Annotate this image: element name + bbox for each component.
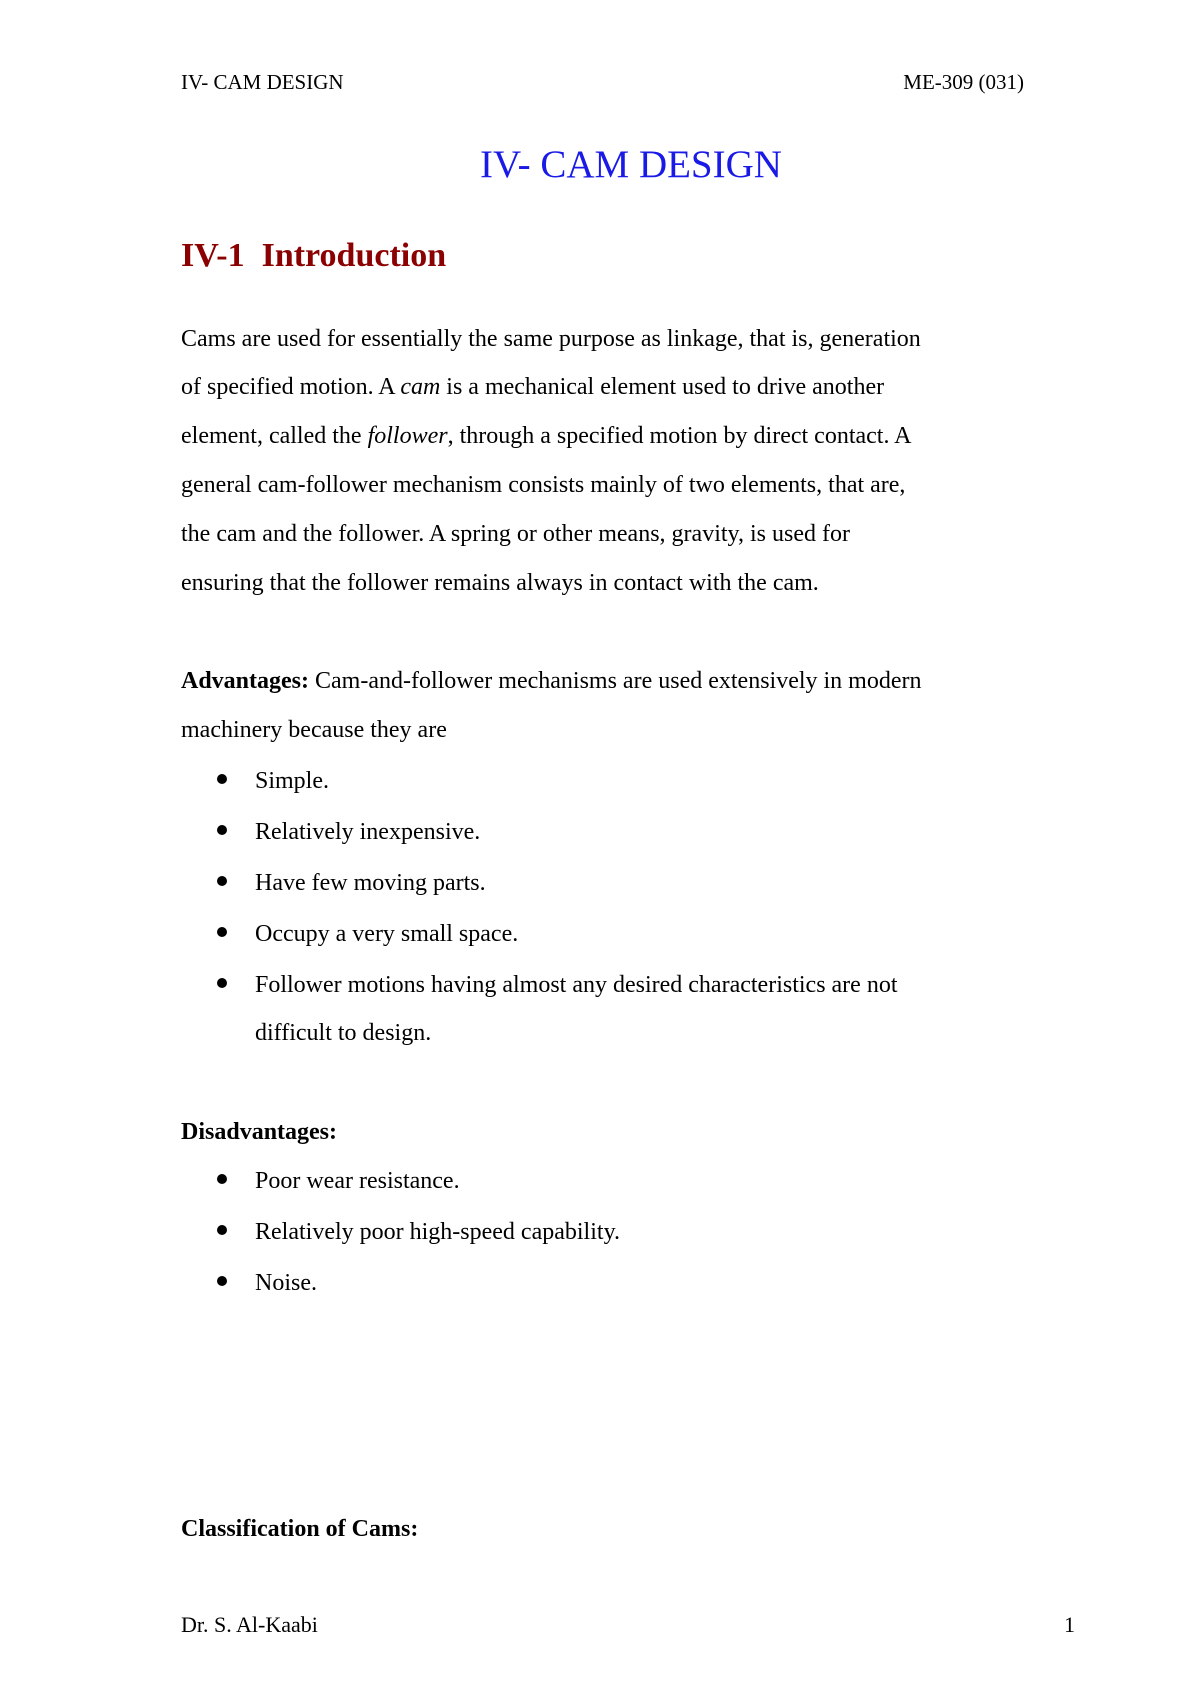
classification-label: Classification of Cams: bbox=[181, 1516, 419, 1542]
advantages-text-cont: machinery because they are bbox=[181, 717, 447, 743]
intro-line-4: general cam-follower mechanism consists mainly of two elements, that are, bbox=[181, 472, 906, 498]
page-number: 1 bbox=[1064, 1612, 1075, 1637]
intro-line-1: Cams are used for essentially the same purpose as linkage, that is, generation bbox=[181, 326, 921, 352]
list-item bbox=[217, 1217, 621, 1247]
list-item bbox=[217, 1268, 317, 1298]
list-item bbox=[217, 766, 330, 796]
section-title: Introduction bbox=[261, 237, 447, 274]
running-header-course-code: ME-309 (031) bbox=[903, 70, 1024, 94]
list-item-text: Have few moving parts. bbox=[255, 870, 486, 896]
intro-line-3-end: , through a specified motion by direct contact. A bbox=[447, 423, 912, 449]
running-header-left: IV- CAM DESIGN bbox=[181, 70, 344, 94]
list-item-text: Relatively inexpensive. bbox=[255, 819, 481, 845]
section-number: IV-1 bbox=[181, 237, 245, 274]
advantages-text: Cam-and-follower mechanisms are used extensively in modern bbox=[309, 668, 922, 694]
section-heading bbox=[181, 237, 446, 275]
list-item bbox=[217, 919, 519, 949]
footer-author: Dr. S. Al-Kaabi bbox=[181, 1612, 318, 1637]
bullet-icon bbox=[217, 876, 227, 886]
list-item bbox=[217, 868, 486, 898]
list-item-text: Occupy a very small space. bbox=[255, 921, 519, 947]
advantages-intro bbox=[181, 666, 922, 696]
intro-line-2-end: is a mechanical element used to drive another bbox=[440, 374, 885, 400]
list-item-text: Noise. bbox=[255, 1270, 317, 1296]
disadvantages-label: Disadvantages: bbox=[181, 1119, 338, 1145]
intro-line-2 bbox=[181, 372, 884, 402]
term-follower: follower bbox=[367, 423, 448, 449]
intro-line-3-start: element, called the bbox=[181, 423, 368, 449]
bullet-icon bbox=[217, 1276, 227, 1286]
intro-line-3 bbox=[181, 421, 911, 451]
list-item bbox=[217, 817, 481, 847]
list-item-text: Relatively poor high-speed capability. bbox=[255, 1219, 621, 1245]
list-item-text: Follower motions having almost any desired characteristics are not bbox=[255, 972, 898, 998]
bullet-icon bbox=[217, 1174, 227, 1184]
bullet-icon bbox=[217, 1225, 227, 1235]
bullet-icon bbox=[217, 774, 227, 784]
bullet-icon bbox=[217, 825, 227, 835]
intro-line-2-start: of specified motion. A bbox=[181, 374, 401, 400]
bullet-icon bbox=[217, 927, 227, 937]
list-item-continuation: difficult to design. bbox=[255, 1020, 432, 1046]
intro-line-6: ensuring that the follower remains always in contact with the cam. bbox=[181, 570, 819, 596]
advantages-label: Advantages: bbox=[181, 668, 310, 694]
term-cam: cam bbox=[400, 374, 441, 400]
document-title: IV- CAM DESIGN bbox=[480, 143, 782, 186]
list-item-text: Poor wear resistance. bbox=[255, 1168, 460, 1194]
list-item bbox=[217, 1166, 460, 1196]
list-item-text: Simple. bbox=[255, 768, 330, 794]
intro-line-5: the cam and the follower. A spring or other means, gravity, is used for bbox=[181, 521, 850, 547]
bullet-icon bbox=[217, 978, 227, 988]
list-item bbox=[217, 970, 898, 1000]
